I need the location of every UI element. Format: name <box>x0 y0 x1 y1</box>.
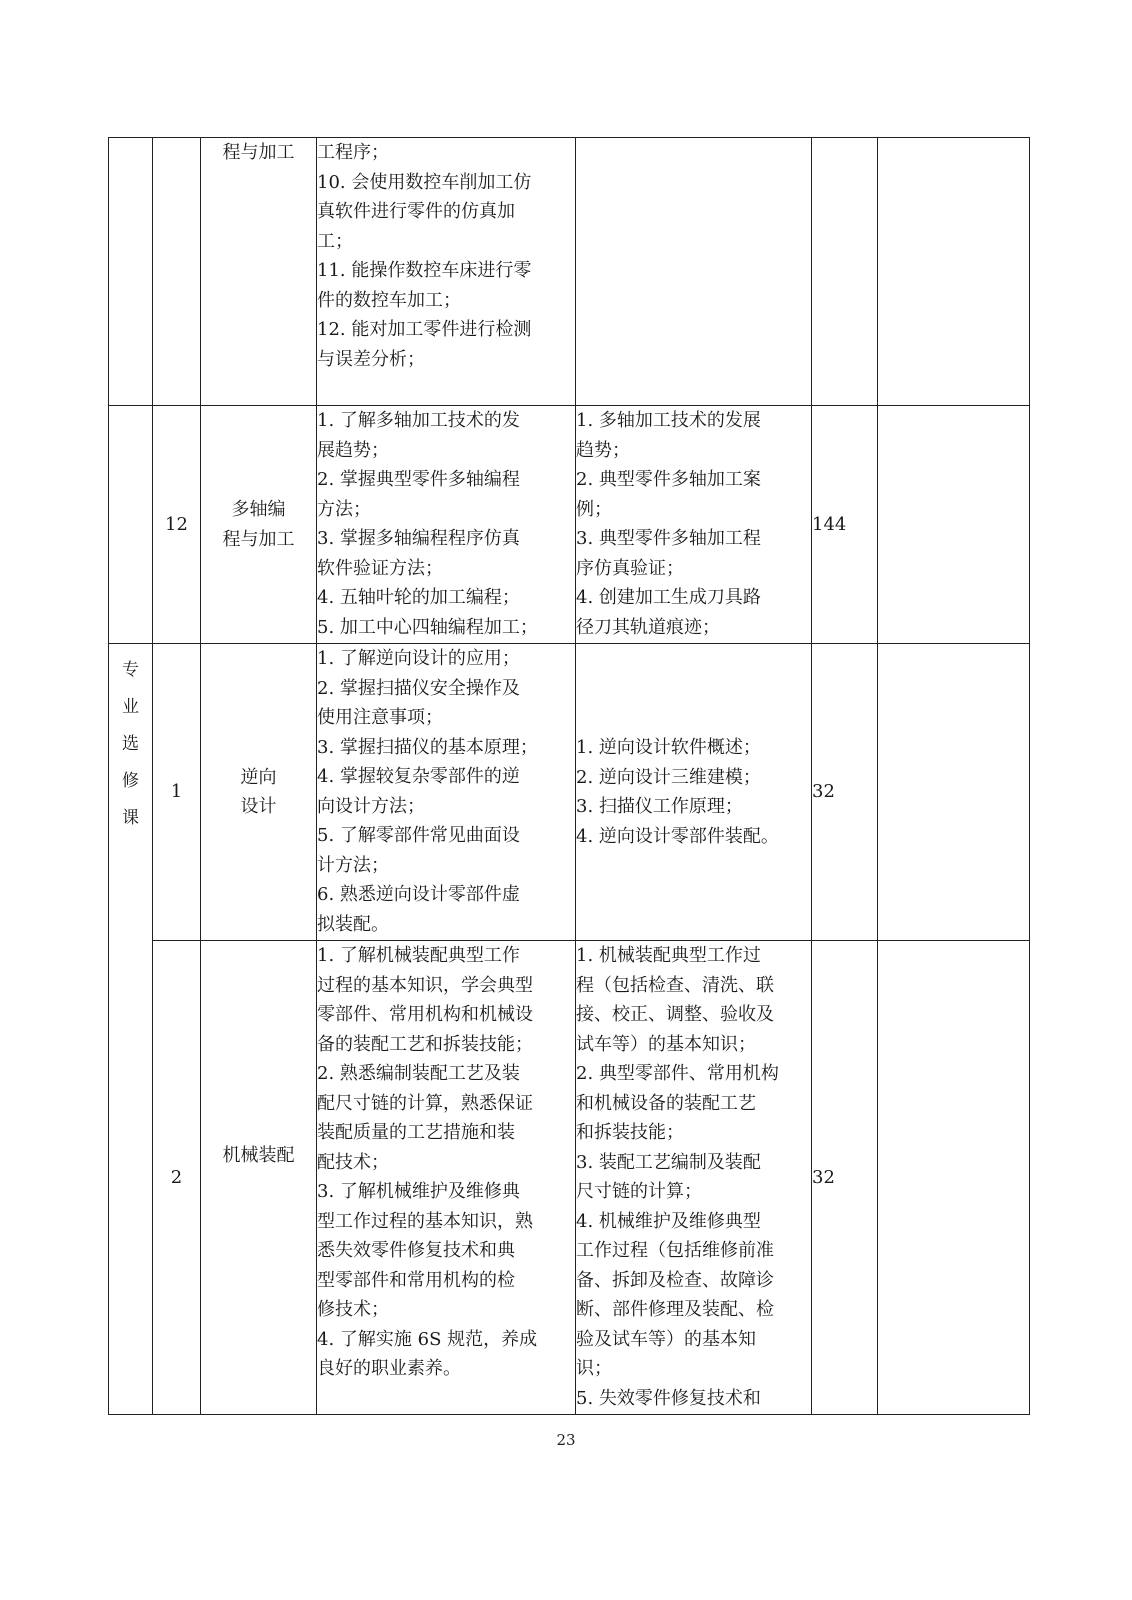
course-name-line: 程与加工 <box>222 528 295 550</box>
content-line: 5. 失效零件修复技术和 <box>576 1387 761 1409</box>
content-line: 序仿真验证； <box>576 557 684 579</box>
course-hours: 144 <box>812 406 878 644</box>
course-name <box>201 138 317 406</box>
goal-line: 悉失效零件修复技术和典 <box>317 1240 515 1261</box>
course-number <box>153 138 201 406</box>
course-name-line: 设计 <box>240 796 277 817</box>
goal-line: 1. 了解逆向设计的应用； <box>317 648 520 669</box>
goal-line: 型零部件和常用机构的检 <box>317 1269 515 1291</box>
goal-line: 配尺寸链的计算，熟悉保证 <box>317 1092 533 1114</box>
content-line: 尺寸链的计算； <box>576 1181 702 1202</box>
goal-line: 良好的职业素养。 <box>317 1358 461 1379</box>
content-line: 4. 机械维护及维修典型 <box>576 1210 761 1232</box>
content-line: 工作过程（包括维修前准 <box>576 1240 774 1261</box>
course-name-line: 逆向 <box>240 766 277 788</box>
course-hours: 32 <box>812 941 878 1415</box>
goal-line: 备的装配工艺和拆装技能； <box>317 1033 533 1055</box>
course-name <box>201 644 317 941</box>
goal-line: 3. 掌握多轴编程程序仿真 <box>317 528 520 549</box>
content-line: 接、校正、调整、验收及 <box>576 1004 774 1025</box>
course-goals <box>317 406 576 644</box>
content-line: 和拆装技能； <box>576 1122 684 1143</box>
goal-line: 5. 了解零部件常见曲面设 <box>317 825 520 846</box>
content-line: 程（包括检查、清洗、联 <box>576 974 774 996</box>
goal-line: 型工作过程的基本知识，熟 <box>317 1210 533 1232</box>
course-name <box>201 406 317 644</box>
goal-line: 3. 了解机械维护及维修典 <box>317 1181 520 1202</box>
course-name-line: 程与加工 <box>222 142 295 163</box>
goal-line: 10. 会使用数控车削加工仿 <box>317 171 532 193</box>
course-name-line: 多轴编 <box>231 499 286 520</box>
content-line: 1. 机械装配典型工作过 <box>576 945 761 966</box>
goal-line: 12. 能对加工零件进行检测 <box>317 319 532 340</box>
content-line: 2. 典型零部件、常用机构 <box>576 1063 779 1084</box>
goal-line: 真软件进行零件的仿真加 <box>317 201 515 222</box>
course-name <box>201 941 317 1415</box>
content-line: 2. 典型零件多轴加工案 <box>576 469 761 490</box>
goal-line: 软件验证方法； <box>317 557 443 579</box>
goal-line: 件的数控车加工； <box>317 289 461 311</box>
goal-line: 零部件、常用机构和机械设 <box>317 1004 533 1025</box>
goal-line: 与误差分析； <box>317 348 425 370</box>
category-cell <box>109 644 153 1415</box>
category-label: 专业选修课 <box>122 660 139 828</box>
content-line: 1. 逆向设计软件概述； <box>576 737 761 758</box>
content-line: 和机械设备的装配工艺 <box>576 1092 756 1114</box>
course-hours: 32 <box>812 644 878 941</box>
goal-line: 2. 掌握典型零件多轴编程 <box>317 469 520 490</box>
goal-line: 工程序； <box>317 142 389 163</box>
goal-line: 6. 熟悉逆向设计零部件虚 <box>317 884 520 905</box>
course-goals <box>317 644 576 941</box>
content-line: 趋势； <box>576 439 630 461</box>
course-remark <box>878 941 1030 1415</box>
course-number: 12 <box>153 406 201 644</box>
table-row <box>109 941 1030 1415</box>
content-line: 1. 多轴加工技术的发展 <box>576 410 761 431</box>
goal-line: 使用注意事项； <box>317 707 443 728</box>
content-line: 3. 典型零件多轴加工程 <box>576 528 761 549</box>
goal-line: 配技术； <box>317 1151 389 1173</box>
category-cell-top <box>109 138 153 406</box>
course-contents <box>576 138 812 406</box>
goal-line: 1. 了解机械装配典型工作 <box>317 945 520 966</box>
content-line: 识； <box>576 1358 612 1379</box>
content-line: 验及试车等）的基本知 <box>576 1328 756 1350</box>
course-remark <box>878 644 1030 941</box>
table-row <box>109 406 1030 644</box>
course-contents <box>576 941 812 1415</box>
content-line: 3. 扫描仪工作原理； <box>576 796 743 817</box>
content-line: 备、拆卸及检查、故障诊 <box>576 1269 774 1291</box>
goal-line: 工； <box>317 230 353 252</box>
content-line: 2. 逆向设计三维建模； <box>576 766 761 788</box>
content-line: 断、部件修理及装配、检 <box>576 1299 774 1320</box>
content-line: 4. 逆向设计零部件装配。 <box>576 825 779 847</box>
course-contents <box>576 406 812 644</box>
course-table <box>108 137 1030 1415</box>
category-cell-top <box>109 406 153 644</box>
goal-line: 4. 了解实施 6S 规范，养成 <box>317 1328 538 1350</box>
goal-line: 展趋势； <box>317 439 389 461</box>
course-contents <box>576 644 812 941</box>
goal-line: 11. 能操作数控车床进行零 <box>317 260 532 281</box>
course-name-line: 机械装配 <box>222 1145 295 1166</box>
goal-line: 5. 加工中心四轴编程加工； <box>317 616 538 638</box>
content-line: 试车等）的基本知识； <box>576 1033 756 1055</box>
course-number: 2 <box>153 941 201 1415</box>
course-hours <box>812 138 878 406</box>
goal-line: 过程的基本知识，学会典型 <box>317 974 533 996</box>
goal-line: 方法； <box>317 498 371 520</box>
goal-line: 拟装配。 <box>317 913 389 935</box>
content-line: 4. 创建加工生成刀具路 <box>576 587 761 608</box>
goal-line: 2. 熟悉编制装配工艺及装 <box>317 1063 520 1084</box>
content-line: 3. 装配工艺编制及装配 <box>576 1151 761 1173</box>
goal-line: 装配质量的工艺措施和装 <box>317 1122 515 1143</box>
course-remark <box>878 406 1030 644</box>
content-line: 径刀其轨道痕迹； <box>576 616 720 638</box>
goal-line: 4. 五轴叶轮的加工编程； <box>317 587 520 608</box>
goal-line: 向设计方法； <box>317 795 425 817</box>
table-row <box>109 138 1030 406</box>
course-goals <box>317 941 576 1415</box>
goal-line: 4. 掌握较复杂零部件的逆 <box>317 766 520 787</box>
goal-line: 3. 掌握扫描仪的基本原理； <box>317 736 538 758</box>
course-goals <box>317 138 576 406</box>
goal-line: 修技术； <box>317 1299 389 1320</box>
content-line: 例； <box>576 498 612 520</box>
goal-line: 1. 了解多轴加工技术的发 <box>317 410 520 431</box>
course-number: 1 <box>153 644 201 941</box>
course-remark <box>878 138 1030 406</box>
goal-line: 计方法； <box>317 854 389 876</box>
table-row <box>109 644 1030 941</box>
page-number: 23 <box>556 1431 576 1449</box>
goal-line: 2. 掌握扫描仪安全操作及 <box>317 677 520 699</box>
